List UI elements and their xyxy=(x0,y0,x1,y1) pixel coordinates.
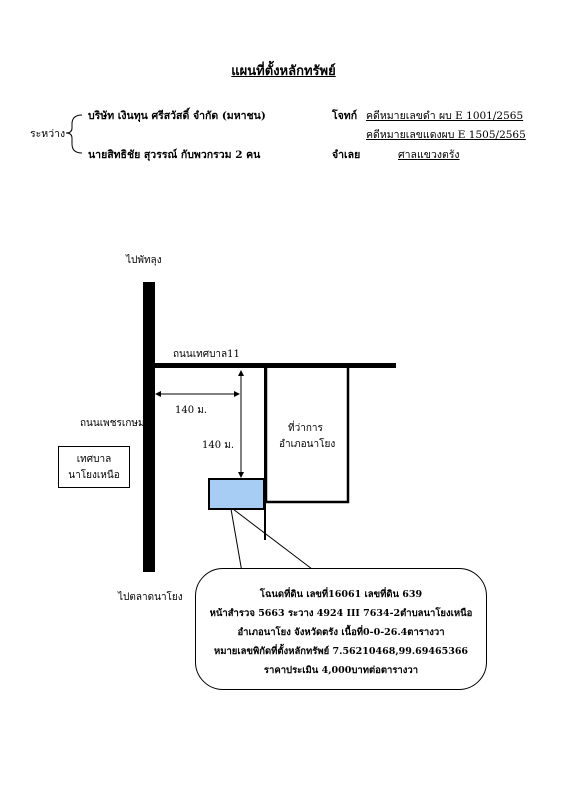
defendant-role: จำเลย xyxy=(332,149,361,161)
phetkasem-road-label: ถนนเพชรเกษม xyxy=(80,418,145,429)
plaintiff-role: โจทก์ xyxy=(332,110,358,122)
between-label: ระหว่าง xyxy=(30,128,66,140)
district-office-label-2: อำเภอนาโยง xyxy=(279,439,336,450)
municipality-label-2: นาโยงเหนือ xyxy=(68,470,120,481)
page-title: แผนที่ตั้งหลักทรัพย์ xyxy=(231,64,336,79)
black-case-number: คดีหมายเลขดำ ผบ E 1001/2565 xyxy=(366,110,524,122)
callout-coordinates-line: หมายเลขพิกัดที่ตั้งหลักทรัพย์ 7.56210468,99.69465366 xyxy=(213,646,469,657)
callout-area-line: อำเภอนาโยง จังหวัดตรัง เนื้อที่0-0-26.4ตารางวา xyxy=(237,627,445,638)
horizontal-distance-label: 140 ม. xyxy=(175,405,208,416)
callout-deed-line: โฉนดที่ดิน เลขที่16061 เลขที่ดิน 639 xyxy=(259,589,423,600)
phetkasem-road-line xyxy=(143,282,155,572)
municipality-label-1: เทศบาล xyxy=(76,454,112,465)
court-name: ศาลแขวงตรัง xyxy=(398,149,460,161)
municipality-box xyxy=(58,446,130,488)
district-office-label-1: ที่ว่าการ xyxy=(288,423,323,434)
municipal-road-label: ถนนเทศบาล11 xyxy=(173,349,240,360)
property-details-callout xyxy=(195,568,487,690)
municipal-road-line xyxy=(155,363,396,368)
property-parcel xyxy=(209,479,264,509)
to-phatthalung-label: ไปพัทลุง xyxy=(126,255,162,266)
vertical-distance-label: 140 ม. xyxy=(202,440,235,451)
callout-survey-line: หน้าสำรวจ 5663 ระวาง 4924 III 7634-2ตำบลนาโยงเหนือ xyxy=(209,608,473,619)
red-case-number: คดีหมายเลขแดงผบ E 1505/2565 xyxy=(366,129,526,141)
to-nayong-market-label: ไปตลาดนาโยง xyxy=(118,592,183,603)
callout-price-line: ราคาประเมิน 4,000บาทต่อตารางวา xyxy=(263,665,419,676)
plaintiff-name: บริษัท เงินทุน ศรีสวัสดิ์ จำกัด (มหาชน) xyxy=(88,110,266,122)
defendant-name: นายสิทธิชัย สุวรรณ์ กับพวกรวม 2 คน xyxy=(88,149,261,161)
